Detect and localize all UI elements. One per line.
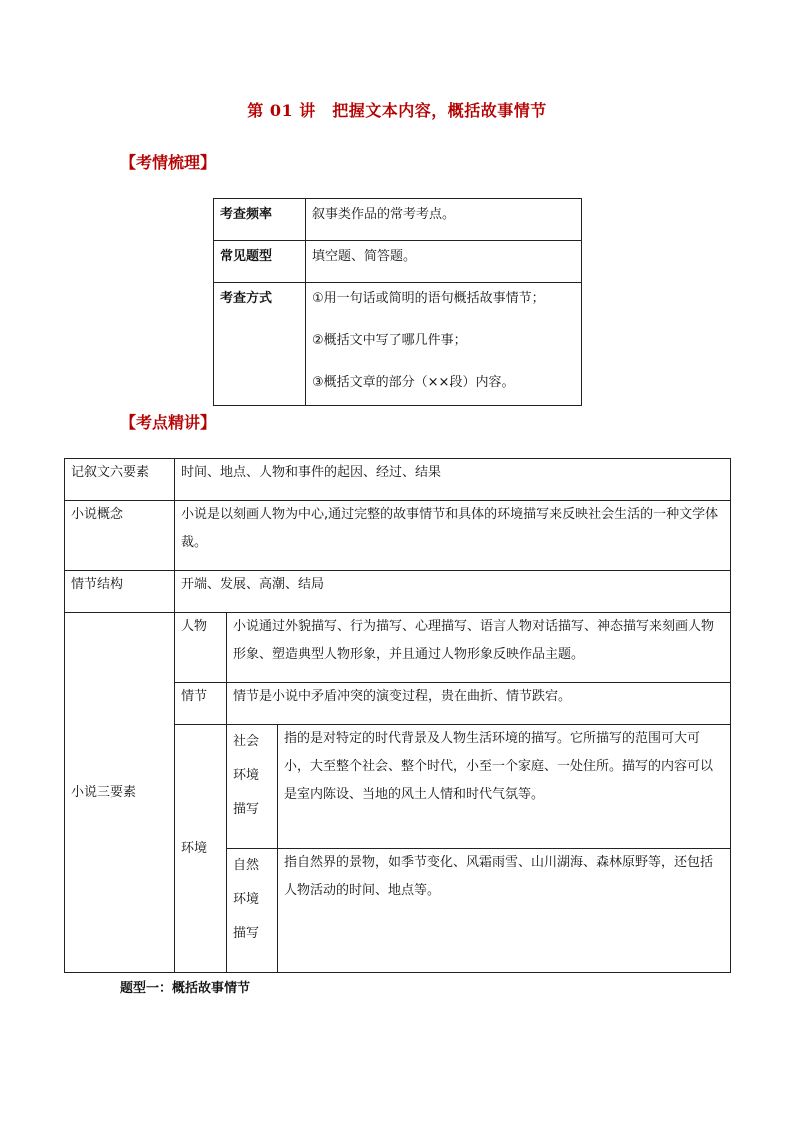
row-value: 填空题、简答题。 [306, 241, 582, 283]
label-line: 自然 [233, 858, 260, 873]
row-label: 考查频率 [214, 199, 306, 241]
row-value: 叙事类作品的常考考点。 [306, 199, 582, 241]
sub-sub-label [227, 849, 278, 973]
table-row [65, 571, 731, 613]
section-heading-key-points: 【考点精讲】 [120, 413, 217, 432]
row-label: 小说概念 [65, 501, 175, 571]
row-value: 小说是以刻画人物为中心,通过完整的故事情节和具体的环境描写来反映社会生活的一种文学体裁。 [175, 501, 731, 571]
row-label: 考查方式 [214, 283, 306, 406]
row-label: 小说三要素 [65, 613, 175, 973]
row-value: 小说通过外貌描写、行为描写、心理描写、语言人物对话描写、神态描写来刻画人物形象、塑造典型人物形象，并且通过人物形象反映作品主题。 [227, 613, 731, 683]
row-value: 情节是小说中矛盾冲突的演变过程，贵在曲折、情节跌宕。 [227, 683, 731, 725]
question-type-heading: 题型一：概括故事情节 [120, 981, 251, 996]
row-label: 记叙文六要素 [65, 459, 175, 501]
key-points-table [64, 458, 731, 973]
table-row [214, 241, 582, 283]
label-line: 描写 [233, 926, 260, 941]
label-line: 环境 [233, 892, 260, 907]
row-label: 情节结构 [65, 571, 175, 613]
row-value: 指自然界的景物，如季节变化、风霜雨雪、山川湖海、森林原野等，还包括人物活动的时间、地点等。 [278, 849, 731, 973]
row-value: 开端、发展、高潮、结局 [175, 571, 731, 613]
section-heading-exam-overview: 【考情梳理】 [120, 153, 217, 172]
table-row [214, 199, 582, 241]
row-value: 时间、地点、人物和事件的起因、经过、结果 [175, 459, 731, 501]
table-row [65, 459, 731, 501]
list-item: ③概括文章的部分（××段）内容。 [312, 375, 515, 390]
page-title: 第 01 讲 把握文本内容，概括故事情节 [247, 101, 547, 120]
sub-label: 人物 [175, 613, 227, 683]
table-row [65, 501, 731, 571]
sub-sub-label [227, 725, 278, 849]
row-label: 常见题型 [214, 241, 306, 283]
table-row [214, 283, 582, 406]
row-value: 指的是对特定的时代背景及人物生活环境的描写。它所描写的范围可大可小，大至整个社会、整个时代，小至一个家庭、一处住所。描写的内容可以是室内陈设、当地的风土人情和时代气氛等。 [278, 725, 731, 849]
exam-overview-table [213, 198, 582, 406]
label-line: 环境 [233, 768, 260, 783]
sub-label: 环境 [175, 725, 227, 973]
sub-label: 情节 [175, 683, 227, 725]
label-line: 社会 [233, 734, 260, 749]
list-item: ②概括文中写了哪几件事； [312, 333, 467, 348]
list-item: ①用一句话或简明的语句概括故事情节； [312, 291, 545, 306]
label-line: 描写 [233, 802, 260, 817]
row-value-list [306, 283, 582, 406]
table-row [65, 613, 731, 683]
